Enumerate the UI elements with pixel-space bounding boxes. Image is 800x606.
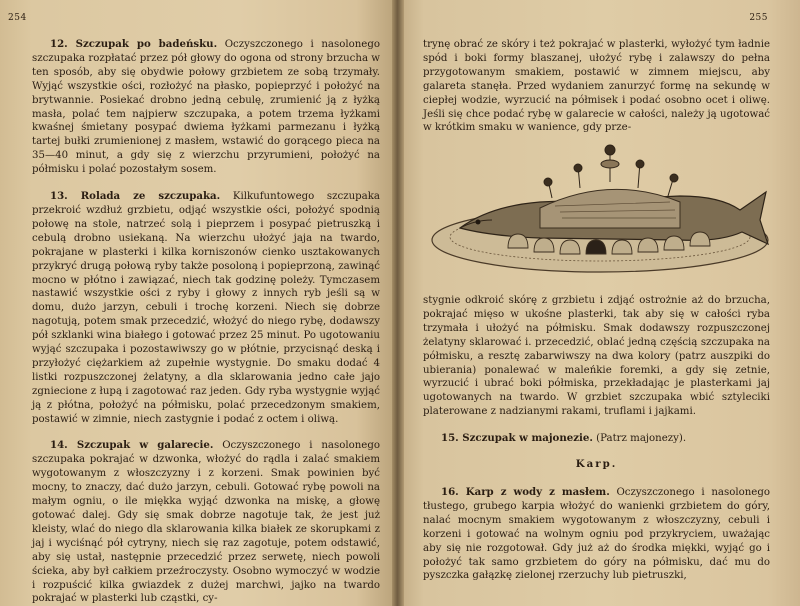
- recipe-body: Oczyszczonego i nasolonego szczupaka rozpłatać przez pół głowy do ogona od strony brzucha w ten sposób, aby się obydwie połowy grzbietem ze sobą trzymały. Wyjąć wszystkie ości, rozłożyć na płasko, popieprzyć i położyć na brytwannie. Posiekać drobno jedną cebulę, zrumienić ją z łyżką masła, polać tem najpierw szczupaka, a potem trzema łyżkami kwaśnej śmietany posypać dwiema łyżkami parmezanu i łyżką tartej bułki zrumienionej z masłem, wstawić do gorącego pieca na 35—40 minut, a gdy się z wierzchu przyrumieni, położyć na półmisku i polać pozostałym sosem.: [32, 39, 380, 176]
- page-number-right: 255: [749, 13, 768, 23]
- recipe-body: Oczyszczonego i nasolonego tłustego, grubego karpia włożyć do wanienki grzbietem do góry, nalać mocnym smakiem wygotowanym z włoszczyzny, cebuli i korzeni i gotować na wolnym ogniu pod przykryciem, uważając aby się nie rozgotował. Gdy już aż do środka miękki, wyjąć go i położyć tak samo grzbietem do góry na półmisku, dać mu do pyszczka gałązkę zielonej rzerzuchy lub pietruszki,: [423, 486, 770, 582]
- recipe-title: 15. Szczupak w majonezie.: [441, 432, 593, 445]
- recipe-14-continuation: trynę obrać ze skóry i też pokrajać w plasterki, wyłożyć tym ładnie spód i boki formy blaszanej, ułożyć rybę i zalawszy do pełna przygotowanym smakiem, postawić w zimnem miejscu, aby galareta stanęła. Przed wydaniem zanurzyć formę na sekundę w ciepłej wodzie, wyrzucić na półmisek i podać osobno ocet i oliwę. Jeśli się chce podać rybę w galarecie w całości, należy ją ugotować w krótkim smaku w wanience, gdy prze-: [423, 39, 770, 134]
- left-page: [0, 0, 396, 606]
- section-heading-karp: Karp.: [575, 458, 618, 471]
- recipe-body: (Patrz majonezy).: [596, 433, 687, 445]
- recipe-body: Kilkufuntowego szczupaka przekroić wzdłuż grzbietu, odjąć wszystkie ości, położyć spodnią połowę na stole, natrzeć solą i pieprzem i posypać pietruszką i cebulą drobno usiekaną. Na wierzchu ułożyć jaja na twardo, pokrajane w plasterki i kilka korniszonów cienko usztakowanych przykryć drugą połową ryby także posoloną i popieprzoną, zawinąć mocno w płótno i zawiązać, niech tak godzinę poleży. Tymczasem nastawić wszystkie ości z ryby i głowy z innych ryb jeśli są w domu, dużo jarzyn, cebuli i trochę korzeni. Niech się dobrze nagotują, potem smak przecedzić, włożyć do niego rybę, dodawszy pół szklanki wina białego i gotować przez 25 minut. Po ugotowaniu wyjąć szczupaka i pozostawiwszy go w płótnie, przycisnąć deską i przyłożyć ciężarkiem aż zupełnie wystygnie. Do smaku dodać 4 listki rozpuszczonej żelatyny, a dla sklarowania jedno całe jajo zgniecione z łupą i zagotować raz jeden. Gdy ryba wystygnie wyjąć ją z płótna, położyć na półmisku, polać przecedzonym smakiem, postawić w zimnie, niech zastygnie i podać z octem i oliwą.: [32, 191, 380, 425]
- right-page-top-text: [423, 38, 770, 135]
- right-page: [400, 0, 800, 606]
- recipe-body: Oczyszczonego i nasolonego szczupaka pokrajać w dzwonka, włożyć do rądla i zalać smakiem wygotowanym z włoszczyzny i z korzeni. Smak powinien być mocny, to znaczy, dać dużo jarzyn, cebuli. Gotować rybę powoli na małym ogniu, o ile miękka wyjąć dzwonka na miskę, a głowę gotować dalej. Gdy się smak dobrze nagotuje tak, że jest już kleisty, wlać do niego dla sklarowania kilka białek ze skorupkami z jaj i wyciśnąć pół cytryny, niech się raz zagotuje, potem odstawić, aby się ustał, następnie przecedzić przez serwetę, niech powoli ścieka, aby był całkiem przeźroczysty. Osobno wymoczyć w wodzie i rozpuścić kilka gwiazdek z dużej marchwi, jajko na twardo pokrajać w plasterki lub cząstki, cy-: [32, 440, 380, 605]
- recipe-title: 13. Rolada ze szczupaka.: [50, 190, 221, 203]
- recipe-13: [32, 190, 380, 426]
- recipe-15: [423, 432, 770, 446]
- fish-platter-illustration: [430, 136, 774, 292]
- page-number-left: 254: [8, 13, 27, 23]
- recipe-12: [32, 38, 380, 177]
- aspic-ridge: [540, 189, 680, 228]
- book-gutter: [392, 0, 404, 606]
- recipe-title: 14. Szczupak w galarecie.: [50, 439, 214, 452]
- recipe-title: 16. Karp z wody z masłem.: [441, 485, 610, 498]
- recipe-title: 12. Szczupak po badeńsku.: [50, 38, 218, 50]
- recipe-14: [32, 439, 380, 606]
- left-page-text: [32, 38, 380, 606]
- recipe-16: [423, 486, 770, 583]
- right-page-bottom-text: [423, 294, 770, 583]
- recipe-14-continuation-end: stygnie odkroić skórę z grzbietu i zdjąć ostrożnie aż do brzucha, pokrajać mięso w ukośne plasterki, tak aby się w całości ryba trzymała i ułożyć na półmisku. Smak dodawszy rozpuszczonej żelatyny sklarować i. przecedzić, oblać jedną częścią szczupaka na półmisku, a resztę zabarwiwszy na dwa kolory (patrz auszpiki do ubierania) ponalewać w maleńkie foremki, a gdy się zetnie, wyrzucić i ubrać boki półmiska, przekładając je plasterkami jaj ugotowanych na twardo. W grzbiet szczupaka wbić sztyleciki platerowane z nadzianymi rakami, truflami i jajkami.: [423, 295, 770, 418]
